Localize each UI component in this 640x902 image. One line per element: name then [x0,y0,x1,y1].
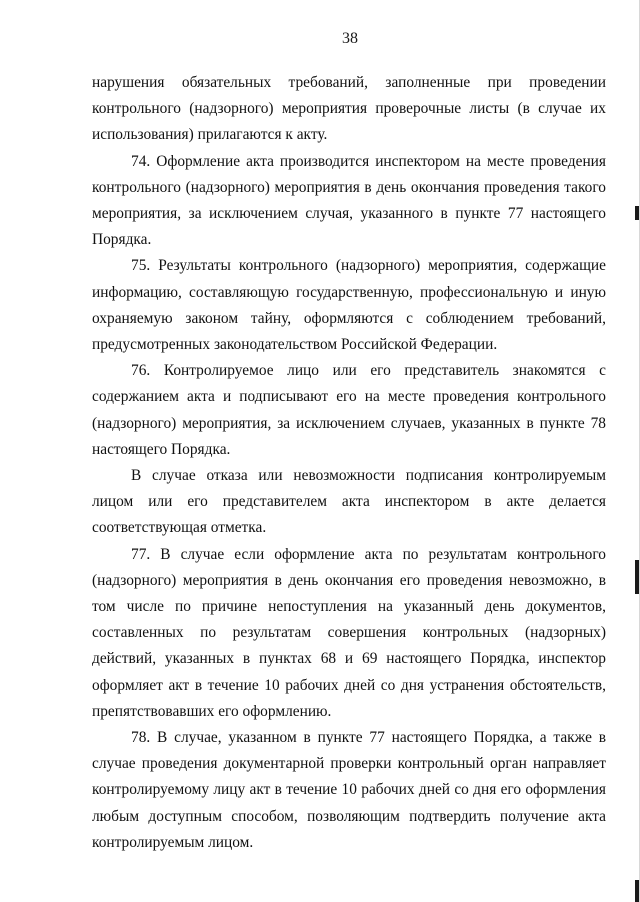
paragraph-76-refusal: В случае отказа или невозможности подписания контролируемым лицом или его представителем акта инспектором в акте делается соответствующая отметка. [92,467,606,537]
scan-edge-mark [635,206,639,220]
document-body [92,70,606,856]
scan-edge-mark [635,560,639,594]
paragraph-77: 77. В случае если оформление акта по результатам контрольного (надзорного) мероприятия в день окончания его проведения невозможно, в том числе по причине непоступления на указанный день документов, составленных по результатам совершения контрольных (надзорных) действий, указанных в пунктах 68 и 69 настоящего Порядка, инспектор оформляет акт в течение 10 рабочих дней со дня устранения обстоятельств, препятствовавших его оформлению. [92,545,606,720]
page-number: 38 [342,30,358,47]
paragraph-78: 78. В случае, указанном в пункте 77 настоящего Порядка, а также в случае проведения документарной проверки контрольный орган направляет контролируемому лицу акт в течение 10 рабочих дней со дня его оформления любым доступным способом, позволяющим подтвердить получение акта контролируемым лицом. [92,729,606,851]
paragraph-75: 75. Результаты контрольного (надзорного) мероприятия, содержащие информацию, составляющую государственную, профессиональную и иную охраняемую законом тайну, оформляются с соблюдением требований, предусмотренных законодательством Российской Федерации. [92,257,606,354]
paragraph-74: 74. Оформление акта производится инспектором на месте проведения контрольного (надзорного) мероприятия в день окончания проведения такого мероприятия, за исключением случая, указанного в пункте 77 настоящего Порядка. [92,152,606,249]
paragraph-continuation: нарушения обязательных требований, заполненные при проведении контрольного (надзорного) мероприятия проверочные листы (в случае их использования) прилагаются к акту. [92,74,606,144]
scan-edge-mark [635,880,639,902]
paragraph-76: 76. Контролируемое лицо или его представитель знакомятся с содержанием акта и подписывают его на месте проведения контрольного (надзорного) мероприятия, за исключением случаев, указанных в пункте 78 настоящего Порядка. [92,362,606,458]
